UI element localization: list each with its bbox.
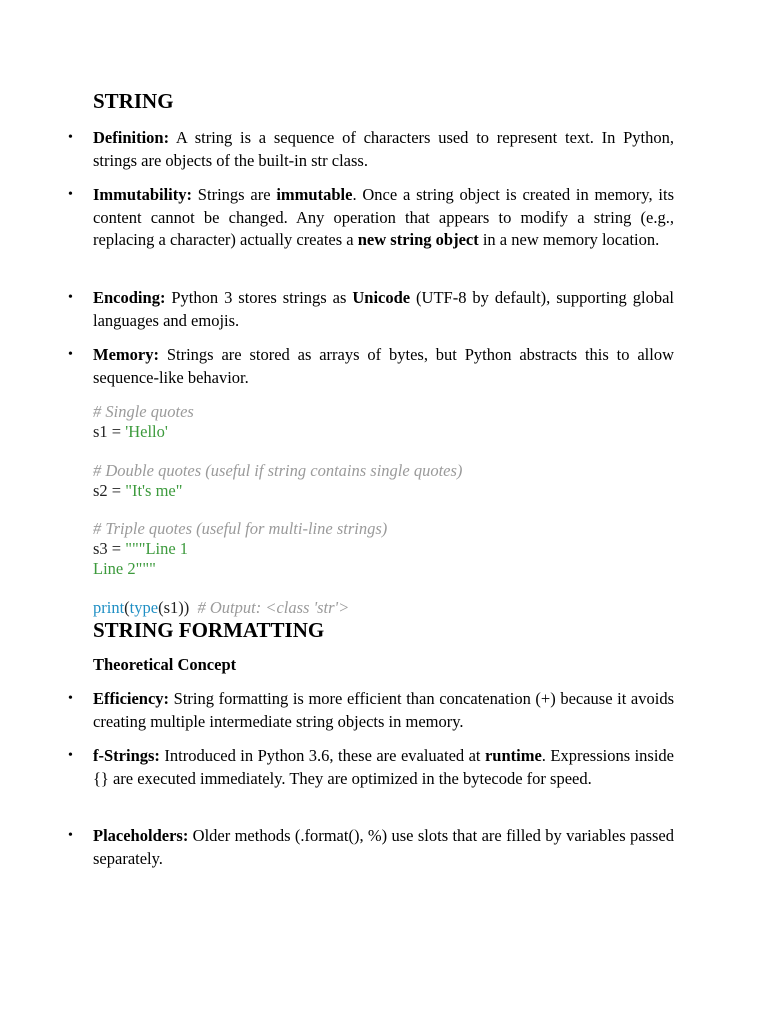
bullet-text: Python 3 stores strings as [165,288,353,307]
bullet-term: Memory: [93,345,159,364]
bullet-term: Encoding: [93,288,166,307]
bullet-encoding [68,287,674,332]
bullet-immutability [68,184,674,252]
bullet-placeholders [68,825,674,870]
code-line: Line 2""" [93,559,156,578]
bullet-term: Immutability: [93,185,192,204]
bullet-term: Efficiency: [93,689,170,708]
bullet-text: in a new memory location. [478,230,660,250]
bullet-text: Introduced in Python 3.6, these are evaluated at [159,746,485,765]
bullet-term: Placeholders: [93,826,189,845]
bullet-dot: • [68,691,73,706]
bullet-dot: • [68,347,73,362]
code-line: s1 = 'Hello' [93,422,168,441]
code-line: s3 = """Line 1 [93,539,189,558]
code-line: s2 = "It's me" [93,481,183,500]
bullet-text: (UTF-8 by default), supporting global languages and emojis. [93,288,674,330]
code-comment: # Double quotes (useful if string contains single quotes) [93,461,463,480]
code-comment: # Single quotes [93,402,194,421]
bullet-dot: • [68,828,73,843]
code-line: print(type(s1)) # Output: <class 'str'> [93,598,350,617]
bullet-term: Definition: [93,128,170,147]
bullet-text: Strings are [192,185,277,204]
bullet-definition [68,127,674,172]
bullet-emphasis: new string object [357,230,479,250]
bullet-dot: • [68,130,73,145]
bullet-memory [68,344,674,389]
bullet-text: A string is a sequence of characters used to represent text. In Python, strings are objects of the built-in str class. [93,128,674,170]
bullet-text: String formatting is more efficient than concatenation (+) because it avoids creating multiple intermediate string objects in memory. [93,689,674,731]
bullet-text: Strings are stored as arrays of bytes, but Python abstracts this to allow sequence-like behavior. [93,345,674,387]
bullet-emphasis: runtime [484,746,542,765]
section-title-string: STRING [93,89,174,113]
bullet-f-strings [68,745,674,790]
bullet-emphasis: Unicode [352,288,411,307]
bullet-dot: • [68,748,73,763]
bullet-text: Older methods (.format(), %) use slots that are filled by variables passed separately. [93,826,674,868]
section-title-string-formatting: STRING FORMATTING [93,618,325,642]
bullet-text: . Once a string object is created in memory, its content cannot be changed. Any operation that appears to modify a string (e.g., replacing a character) actually creates a [93,185,674,250]
bullet-emphasis: immutable [276,185,353,204]
bullet-dot: • [68,187,73,202]
bullet-dot: • [68,290,73,305]
bullet-efficiency [68,688,674,733]
bullet-text: . Expressions inside {} are executed immediately. They are optimized in the bytecode for speed. [93,746,674,788]
subsection-title: Theoretical Concept [93,655,237,674]
code-comment: # Triple quotes (useful for multi-line strings) [93,519,388,538]
bullet-term: f-Strings: [93,746,160,765]
